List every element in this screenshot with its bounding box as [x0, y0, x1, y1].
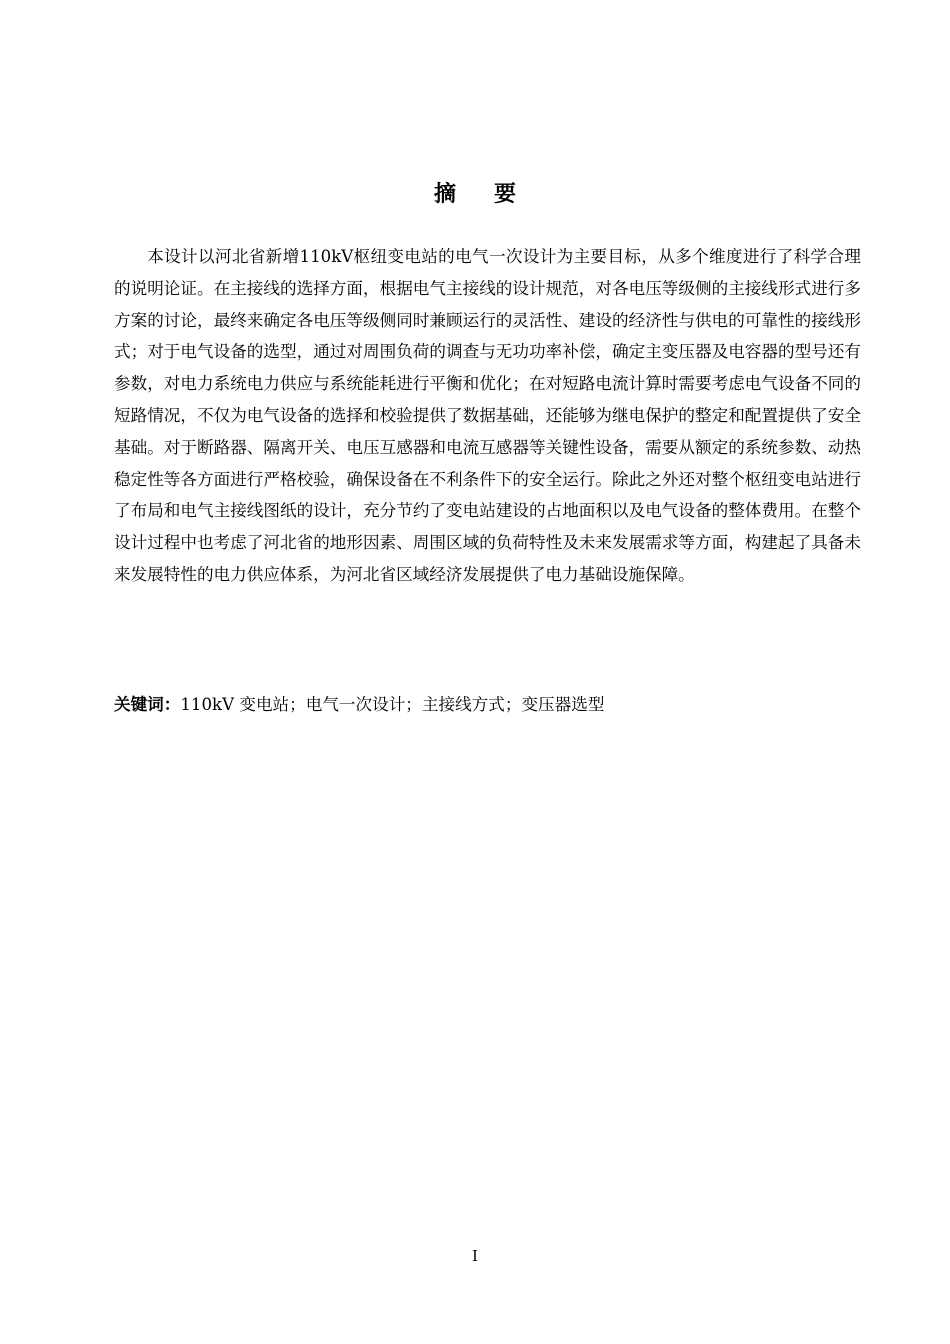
- abstract-body: 本设计以河北省新增110kV枢纽变电站的电气一次设计为主要目标，从多个维度进行了科学合理的说明论证。在主接线的选择方面，根据电气主接线的设计规范，对各电压等级侧的主接线形式进行多方案的讨论，最终来确定各电压等级侧同时兼顾运行的灵活性、建设的经济性与供电的可靠性的接线形式；对于电气设备的选型，通过对周围负荷的调查与无功功率补偿，确定主变压器及电容器的型号还有参数，对电力系统电力供应与系统能耗进行平衡和优化；在对短路电流计算时需要考虑电气设备不同的短路情况，不仅为电气设备的选择和校验提供了数据基础，还能够为继电保护的整定和配置提供了安全基础。对于断路器、隔离开关、电压互感器和电流互感器等关键性设备，需要从额定的系统参数、动热稳定性等各方面进行严格校验，确保设备在不利条件下的安全运行。除此之外还对整个枢纽变电站进行了布局和电气主接线图纸的设计，充分节约了变电站建设的占地面积以及电气设备的整体费用。在整个设计过程中也考虑了河北省的地形因素、周围区域的负荷特性及未来发展需求等方面，构建起了具备未来发展特性的电力供应体系，为河北省区域经济发展提供了电力基础设施保障。: [114, 247, 861, 584]
- keywords-text: 110kV 变电站；电气一次设计；主接线方式；变压器选型: [180, 695, 605, 714]
- keywords-line: [114, 690, 861, 720]
- page-number: I: [472, 1247, 478, 1265]
- keywords-label: 关键词：: [114, 695, 181, 714]
- abstract-title: 摘要: [433, 182, 554, 207]
